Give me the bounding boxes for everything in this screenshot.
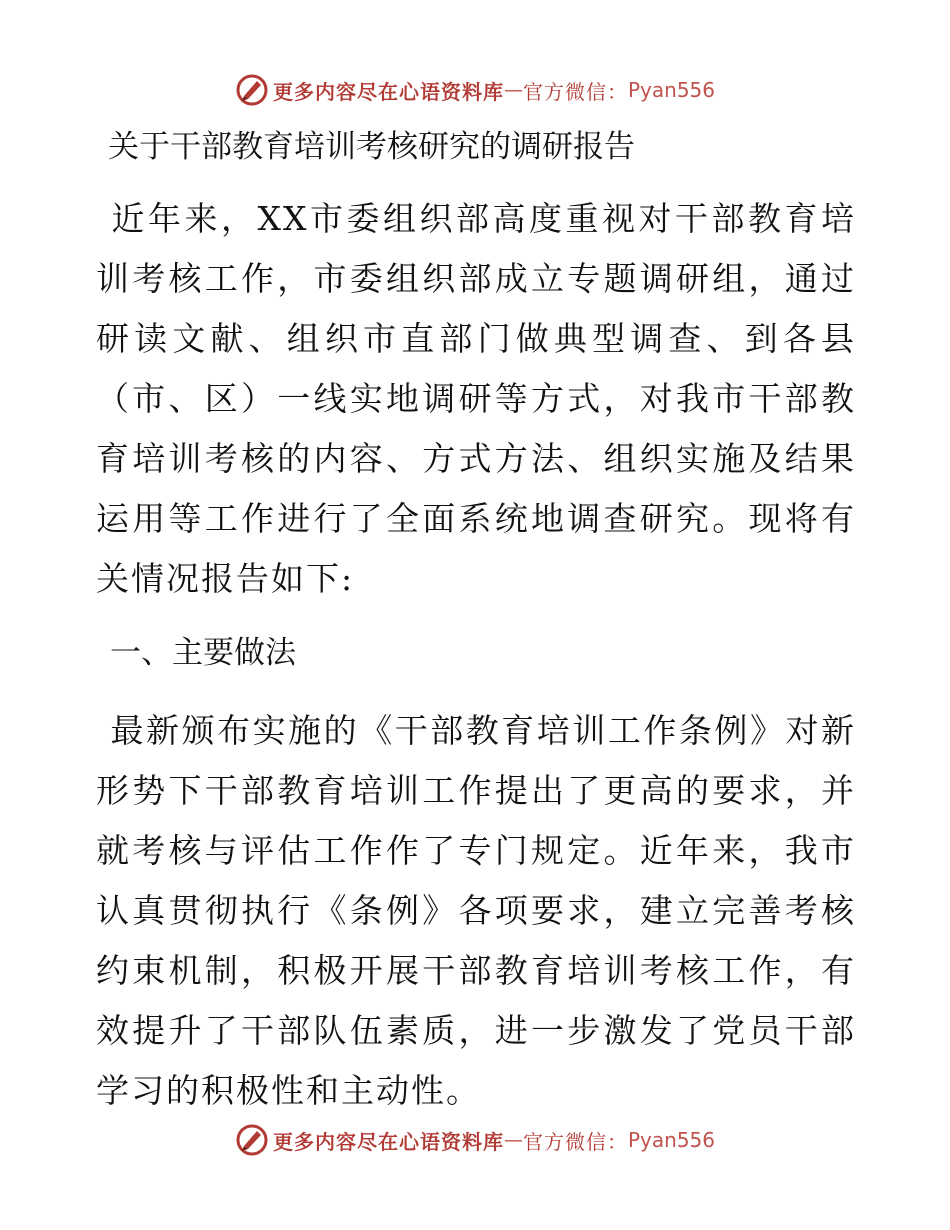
watermark-wechat-id: Pyan556 (627, 1128, 715, 1152)
document-body (96, 121, 856, 1121)
intro-paragraph-text: 近年来，XX市委组织部高度重视对干部教育培训考核工作，市委组织部成立专题调研组，通过研读文献、组织市直部门做典型调查、到各县（市、区）一线实地调研等方式，对我市干部教育培训考核的内容、方式方法、组织实施及结果运用等工作进行了全面系统地调查研究。现将有关情况报告如下: (96, 199, 856, 598)
header-watermark (0, 70, 950, 110)
section-paragraph-text: 最新颁布实施的《干部教育培训工作条例》对新形势下干部教育培训工作提出了更高的要求，并就考核与评估工作作了专门规定。近年来，我市认真贯彻执行《条例》各项要求，建立完善考核约束机制，积极开展干部教育培训考核工作，有效提升了干部队伍素质，进一步激发了党员干部学习的积极性和主动性。 (96, 711, 856, 1110)
watermark-official-label: 官方微信： (522, 79, 628, 104)
watermark-dash: — (503, 1129, 523, 1151)
watermark-dash: — (503, 79, 523, 101)
pen-logo-icon (235, 1123, 269, 1157)
pen-logo-icon (235, 73, 269, 107)
footer-watermark (0, 1120, 950, 1160)
watermark-wechat-id: Pyan556 (627, 78, 715, 102)
document-title: 关于干部教育培训考核研究的调研报告 (108, 129, 635, 165)
watermark-title: 更多内容尽在心语资料库 (272, 1129, 504, 1154)
section-heading: 一、主要做法 (110, 635, 296, 671)
intro-paragraph (96, 179, 856, 609)
watermark-official-label: 官方微信： (522, 1129, 628, 1154)
section-paragraph (96, 691, 856, 1121)
watermark-title: 更多内容尽在心语资料库 (272, 79, 504, 104)
